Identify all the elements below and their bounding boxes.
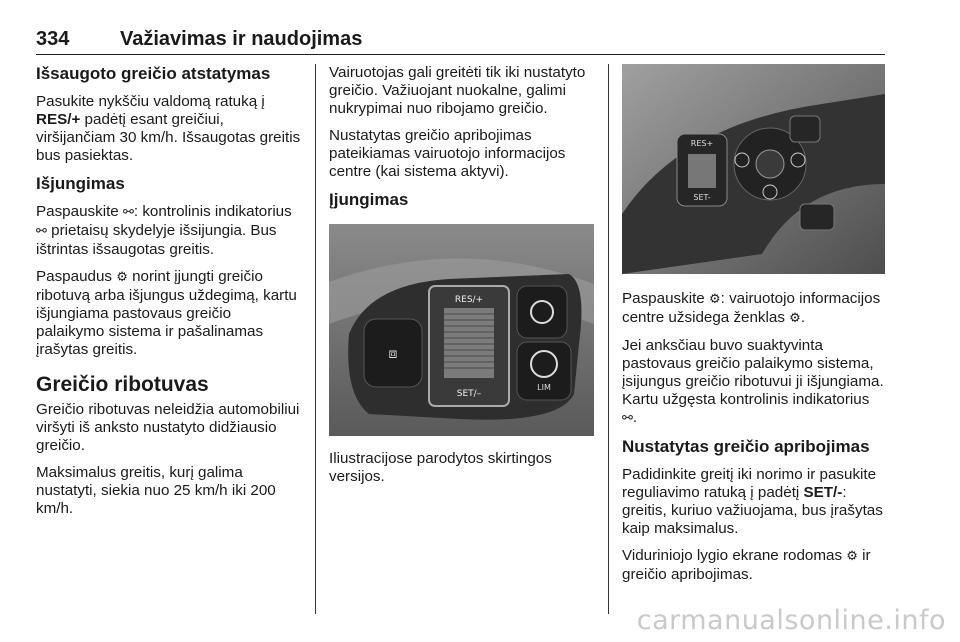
speed-limiter-icon: ⚙: [708, 292, 721, 307]
speed-limiter-icon: ⚙: [116, 270, 128, 285]
column-2: [329, 64, 594, 495]
res-label: RES+: [690, 139, 714, 148]
watermark: carmanualsonline.info: [636, 605, 946, 636]
paragraph-off-2: Paspaudus ⚙ norint įjungti greičio ribotuvą arba išjungus uždegimą, kartu išjungiama pastovaus greičio palaikymo sistema ir pašalinamas įrašytas greitis.: [36, 268, 297, 358]
paragraph-off-1: Paspauskite ⚯: kontrolinis indikatorius ⚯ prietaisų skydelyje išsijungia. Bus ištrintas išsaugotas greitis.: [36, 203, 292, 258]
column-divider: [608, 64, 609, 614]
paragraph-on-1: Paspauskite ⚙: vairuotojo informacijos centre užsidega ženklas ⚙.: [622, 290, 881, 326]
set-label: SET/–: [456, 389, 482, 399]
paragraph-limiter-1: Greičio ribotuvas neleidžia automobiliui viršyti iš anksto nustatyto didžiausio greičio.: [36, 401, 300, 454]
cruise-off-icon: ⚯: [36, 224, 47, 239]
page-number: 334: [36, 28, 70, 50]
paragraph-set-limit: Padidinkite greitį iki norimo ir pasukite reguliavimo ratuką į padėtį SET/-: greitis, kuriuo važiuojama, bus įrašytas kaip maksimalus.: [622, 466, 883, 537]
speed-limiter-icon: ⚙: [846, 549, 858, 564]
figure-caption: Iliustracijose parodytos skirtingos versijos.: [329, 450, 552, 485]
page-header: [36, 28, 885, 55]
cruise-off-icon: ⚯: [122, 205, 134, 220]
column-1: [36, 64, 302, 527]
paragraph-limit-1: Vairuotojas gali greitėti tik iki nustatyto greičio. Važiuojant nuokalne, galimi nukrypimai nuo ribojamo greičio.: [329, 64, 586, 117]
chapter-title: Važiavimas ir naudojimas: [120, 28, 363, 50]
heading-reset: Išsaugoto greičio atstatymas: [36, 64, 271, 83]
set-label: SET-: [693, 193, 711, 202]
res-label: RES/+: [454, 295, 484, 305]
steering-controls-photo-1: [329, 224, 594, 436]
paragraph-limiter-2: Maksimalus greitis, kurį galima nustatyti, siekia nuo 25 km/h iki 200 km/h.: [36, 464, 276, 517]
steering-controls-photo-2: [622, 64, 885, 274]
svg-text:⧈: ⧈: [388, 346, 398, 362]
speed-limiter-icon: ⚙: [789, 311, 801, 326]
column-divider: [315, 64, 316, 614]
column-3: [622, 64, 885, 593]
paragraph-limit-2: Nustatytas greičio apribojimas pateikiamas vairuotojo informacijos centre (kai sistema aktyvi).: [329, 127, 566, 180]
paragraph-on-2: Jei anksčiau buvo suaktyvinta pastovaus greičio palaikymo sistema, įsijungus greičio ribotuvui ji išjungiama. Kartu užgęsta kontrolinis indikatorius ⚯.: [622, 337, 884, 426]
paragraph-reset: Pasukite nykščiu valdomą ratuką į RES/+ padėtį esant greičiui, viršijančiam 30 km/h. Išsaugotas greitis bus pasiektas.: [36, 93, 301, 164]
heading-set-limit: Nustatytas greičio apribojimas: [622, 437, 870, 456]
paragraph-display: Viduriniojo lygio ekrane rodomas ⚙ ir greičio apribojimas.: [622, 547, 871, 583]
cruise-off-icon: ⚯: [622, 411, 633, 426]
lim-label: LIM: [537, 383, 551, 392]
heading-on: Įjungimas: [329, 190, 409, 209]
heading-limiter: Greičio ribotuvas: [36, 373, 209, 396]
heading-off: Išjungimas: [36, 174, 125, 193]
